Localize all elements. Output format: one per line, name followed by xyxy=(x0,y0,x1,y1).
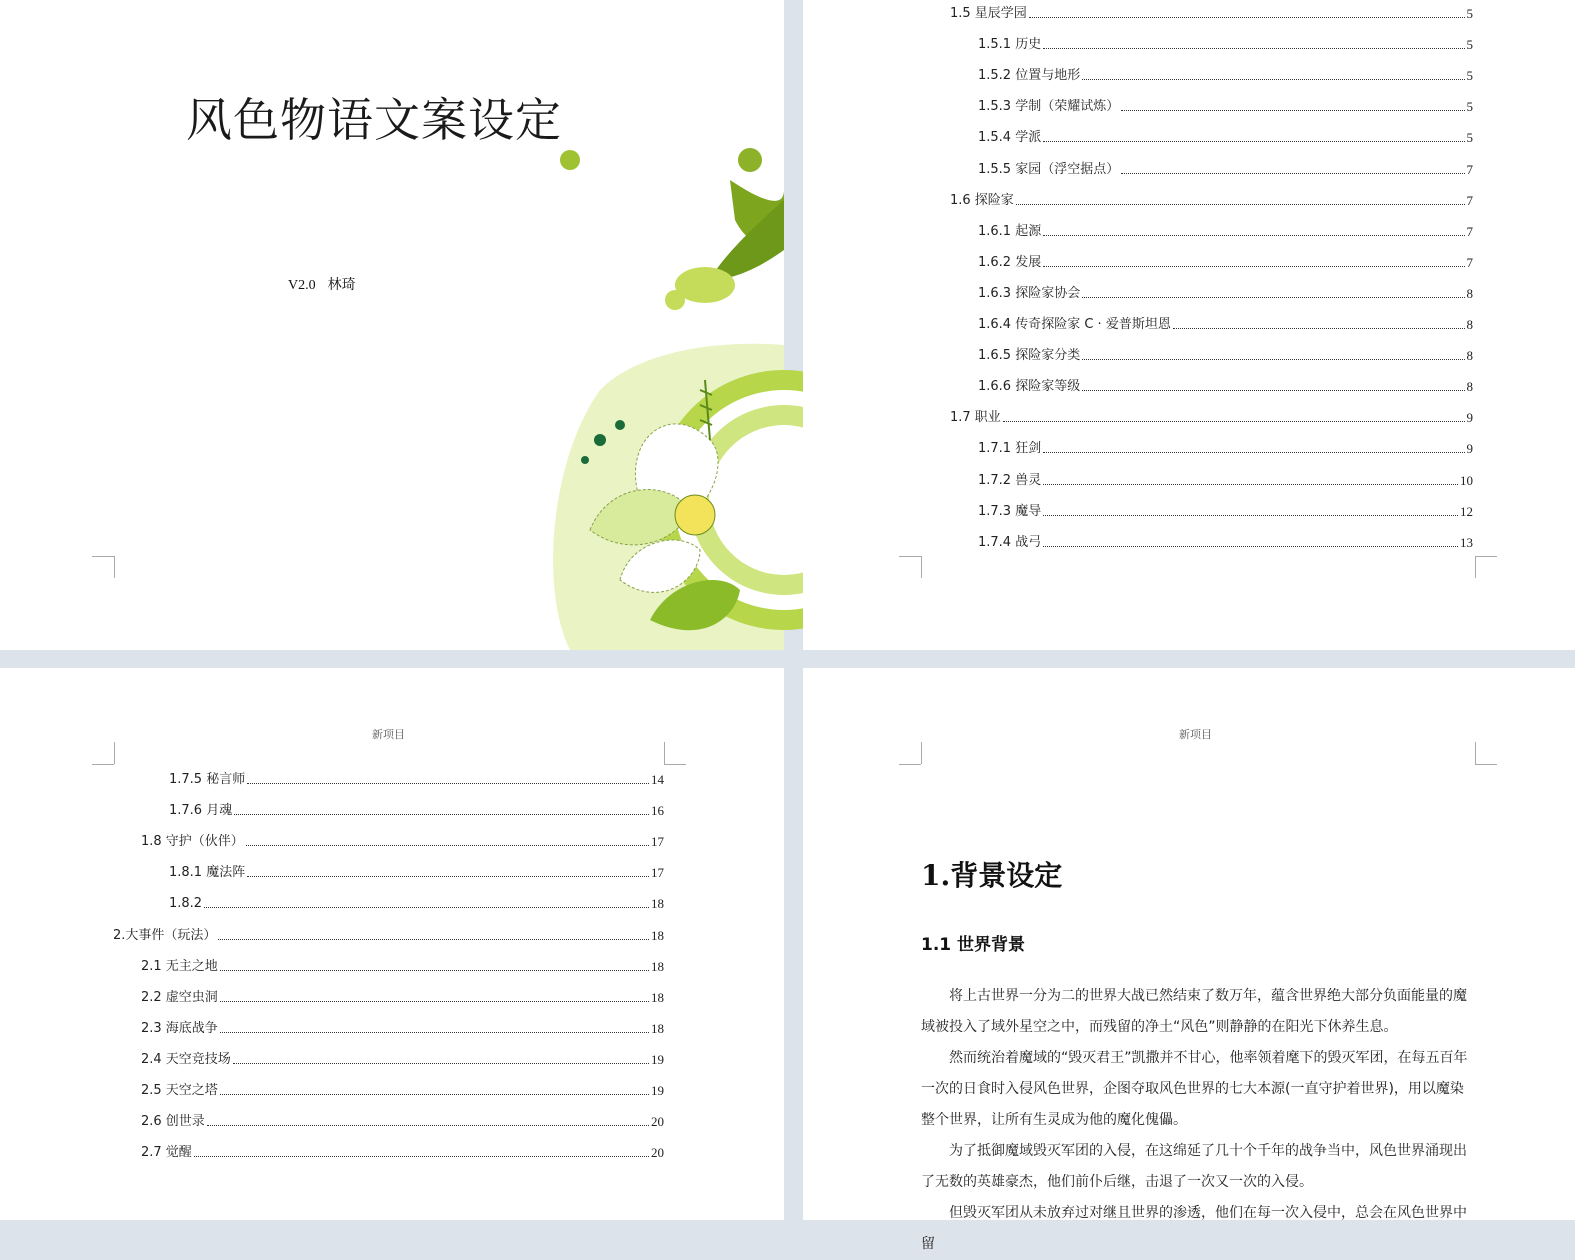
paragraph: 然而统治着魔域的“毁灭君王”凯撒并不甘心，他率领着麾下的毁灭军团，在每五百年一次的日食时入侵风色世界，企图夺取风色世界的七大本源(一直守护着世界)，用以魔染整个世界，让所有生灵成为他的魔化傀儡。 xyxy=(921,1050,1468,1128)
crop-mark xyxy=(1475,556,1476,578)
toc-page-number: 8 xyxy=(1466,379,1473,395)
paragraph: 为了抵御魔域毁灭军团的入侵，在这绵延了几十个千年的战争当中，风色世界涌现出了无数的英雄豪杰，他们前仆后继，击退了一次又一次的入侵。 xyxy=(921,1143,1467,1190)
toc-entry[interactable] xyxy=(141,959,664,975)
toc-entry[interactable] xyxy=(141,990,664,1006)
toc-page-number: 10 xyxy=(1460,472,1473,488)
toc-entry[interactable] xyxy=(978,255,1473,271)
toc-entry[interactable] xyxy=(978,473,1473,489)
toc-entry[interactable] xyxy=(978,37,1473,53)
paragraph: 但毁灭军团从未放弃过对继且世界的渗透，他们在每一次入侵中，总会在风色世界中留 xyxy=(921,1205,1467,1252)
toc-leader-dots xyxy=(1029,16,1465,18)
toc-page-number: 19 xyxy=(651,1083,664,1098)
toc-page-number: 19 xyxy=(651,1051,664,1067)
toc-page-number: 17 xyxy=(651,834,664,850)
toc-leader-dots xyxy=(220,1000,649,1002)
toc-page-number: 17 xyxy=(651,865,664,881)
toc-entry[interactable] xyxy=(978,286,1473,302)
page-header: 新项目 xyxy=(372,728,405,741)
toc-entry[interactable] xyxy=(978,379,1473,395)
toc-entry[interactable] xyxy=(978,224,1473,240)
toc-leader-dots xyxy=(1043,483,1458,485)
toc-page-number: 5 xyxy=(1466,130,1473,146)
toc-entry[interactable] xyxy=(950,6,1473,22)
toc-page-number: 5 xyxy=(1466,99,1473,115)
page-header: 新项目 xyxy=(1179,728,1212,741)
crop-mark xyxy=(1475,742,1476,764)
crop-mark xyxy=(1475,764,1497,765)
toc-page-number: 18 xyxy=(651,958,664,974)
toc-page-number: 7 xyxy=(1466,254,1473,270)
toc-entry-label: 1.7 职业 xyxy=(950,410,1001,426)
toc-leader-dots xyxy=(1016,203,1465,205)
toc-entry[interactable] xyxy=(141,1145,664,1161)
toc-entry[interactable] xyxy=(141,834,664,850)
crop-mark xyxy=(664,764,686,765)
toc-leader-dots xyxy=(247,782,649,784)
toc-entry-label: 1.7.3 魔导 xyxy=(978,503,1042,519)
toc-entry-label: 1.8.2 xyxy=(169,896,203,912)
toc-entry[interactable] xyxy=(141,1021,664,1037)
toc-entry-label: 1.6.4 传奇探险家 C · 爱普斯坦恩 xyxy=(978,317,1171,332)
toc-entry[interactable] xyxy=(169,896,664,912)
toc-leader-dots xyxy=(1082,296,1464,298)
toc-leader-dots xyxy=(194,1155,649,1157)
toc-entry[interactable] xyxy=(978,68,1473,84)
paragraph: 将上古世界一分为二的世界大战已然结束了数万年，蕴含世界绝大部分负面能量的魔域被投入了域外星空之中，而残留的净土“风色”则静静的在阳光下休养生息。 xyxy=(921,988,1467,1035)
toc-leader-dots xyxy=(1082,78,1464,80)
toc-page-number: 16 xyxy=(651,803,664,819)
chapter-page xyxy=(803,668,1575,1252)
toc-leader-dots xyxy=(204,906,649,908)
toc-entry[interactable] xyxy=(978,99,1473,115)
crop-mark xyxy=(899,556,921,557)
toc-entry-label: 2.7 觉醒 xyxy=(141,1145,192,1161)
toc-entry-label: 2.6 创世录 xyxy=(141,1114,205,1130)
toc-leader-dots xyxy=(220,1093,649,1095)
crop-mark xyxy=(92,764,114,765)
crop-mark xyxy=(1475,556,1497,557)
toc-page-number: 13 xyxy=(1460,534,1473,550)
toc-entry-label: 1.6.5 探险家分类 xyxy=(978,348,1081,364)
toc-entry-label: 2.4 天空竞技场 xyxy=(141,1051,231,1067)
toc-leader-dots xyxy=(246,844,649,846)
toc-leader-dots xyxy=(220,969,649,971)
toc-entry[interactable] xyxy=(113,928,664,944)
section-heading: 1.1 世界背景 xyxy=(921,935,1026,955)
toc-page-number: 9 xyxy=(1466,410,1473,426)
toc-page-number: 8 xyxy=(1466,348,1473,364)
toc-entry-label: 1.6.6 探险家等级 xyxy=(978,379,1081,395)
toc-entry-label: 1.5.2 位置与地形 xyxy=(978,68,1081,84)
toc-page-number: 5 xyxy=(1466,6,1473,21)
toc-entry[interactable] xyxy=(978,348,1473,364)
toc-entry-label: 1.7.6 月魂 xyxy=(169,803,233,819)
toc-page-number: 5 xyxy=(1466,68,1473,84)
toc-page-3 xyxy=(0,668,784,1220)
chapter-heading: 1.背景设定 xyxy=(921,859,1063,892)
toc-page-number: 20 xyxy=(651,1145,664,1161)
toc-page-number: 7 xyxy=(1466,192,1473,208)
toc-leader-dots xyxy=(1003,420,1465,422)
crop-mark xyxy=(899,764,921,765)
crop-mark xyxy=(114,742,115,764)
toc-page-number: 18 xyxy=(651,1020,664,1036)
toc-page-number: 9 xyxy=(1466,441,1473,457)
toc-page-number: 7 xyxy=(1466,161,1473,177)
cover-title: 风色物语文案设定 xyxy=(186,93,562,147)
toc-entry-label: 1.6.1 起源 xyxy=(978,223,1042,239)
toc-entry-label: 1.6.3 探险家协会 xyxy=(978,285,1081,301)
toc-leader-dots xyxy=(1043,451,1464,453)
toc-page-number: 18 xyxy=(651,989,664,1005)
toc-leader-dots xyxy=(218,938,649,940)
toc-entry-label: 1.5.4 学派 xyxy=(978,130,1042,146)
toc-leader-dots xyxy=(1043,514,1458,516)
toc-entry-label: 1.7.2 兽灵 xyxy=(978,472,1042,488)
toc-leader-dots xyxy=(1043,234,1464,236)
toc-page-number: 8 xyxy=(1466,285,1473,301)
toc-leader-dots xyxy=(1082,358,1464,360)
toc-leader-dots xyxy=(1173,327,1465,329)
crop-mark xyxy=(114,556,115,578)
toc-page-number: 20 xyxy=(651,1114,664,1130)
toc-leader-dots xyxy=(1121,109,1464,111)
toc-leader-dots xyxy=(1043,545,1458,547)
toc-leader-dots xyxy=(247,875,649,877)
toc-entry-label: 1.8 守护（伙伴） xyxy=(141,834,244,850)
toc-entry[interactable] xyxy=(978,162,1473,178)
toc-page-number: 18 xyxy=(651,896,664,912)
toc-entry[interactable] xyxy=(950,193,1473,209)
toc-entry-label: 2.2 虚空虫洞 xyxy=(141,989,218,1005)
toc-entry-label: 2.5 天空之塔 xyxy=(141,1083,218,1098)
toc-entry[interactable] xyxy=(141,1114,664,1130)
toc-leader-dots xyxy=(1043,265,1464,267)
toc-leader-dots xyxy=(1082,389,1464,391)
toc-entry[interactable] xyxy=(141,1083,664,1099)
toc-entry-label: 2.1 无主之地 xyxy=(141,958,218,974)
toc-entry[interactable] xyxy=(978,317,1473,333)
toc-leader-dots xyxy=(1043,140,1464,142)
toc-entry-label: 1.8.1 魔法阵 xyxy=(169,865,246,881)
crop-mark xyxy=(664,742,665,764)
floral-decoration-image xyxy=(530,140,784,650)
toc-entry-label: 1.7.5 秘言师 xyxy=(169,772,246,787)
toc-page-number: 8 xyxy=(1466,317,1473,332)
toc-page-number: 18 xyxy=(651,927,664,943)
toc-entry-label: 1.5 星辰学园 xyxy=(950,6,1027,21)
toc-page-number: 5 xyxy=(1466,37,1473,53)
toc-page-number: 14 xyxy=(651,772,664,787)
toc-leader-dots xyxy=(1043,47,1464,49)
toc-entry-label: 1.6.2 发展 xyxy=(978,254,1042,270)
toc-page-number: 12 xyxy=(1460,503,1473,519)
toc-leader-dots xyxy=(207,1124,649,1126)
toc-leader-dots xyxy=(234,813,649,815)
toc-entry[interactable] xyxy=(169,865,664,881)
toc-entry-label: 1.7.4 战弓 xyxy=(978,534,1042,550)
chapter-body xyxy=(921,981,1475,1260)
toc-entry[interactable] xyxy=(141,1052,664,1068)
author-name: 林琦 xyxy=(327,278,356,293)
crop-mark xyxy=(921,742,922,764)
toc-entry-label: 1.5.5 家园（浮空据点） xyxy=(978,161,1120,177)
crop-mark xyxy=(92,556,114,579)
crop-mark xyxy=(921,556,922,578)
toc-leader-dots xyxy=(1121,172,1464,174)
cover-version-line xyxy=(288,274,368,294)
version-label: V2.0 xyxy=(288,278,316,293)
toc-entry-label: 1.5.1 历史 xyxy=(978,37,1042,53)
toc-entry[interactable] xyxy=(978,504,1473,520)
toc-entry[interactable] xyxy=(978,535,1473,551)
toc-entry[interactable] xyxy=(978,130,1473,146)
toc-entry[interactable] xyxy=(978,441,1473,457)
toc-entry-label: 2.大事件（玩法） xyxy=(113,927,217,943)
toc-entry-label: 1.5.3 学制（荣耀试炼） xyxy=(978,99,1120,115)
cover-page xyxy=(0,0,784,650)
toc-leader-dots xyxy=(233,1062,649,1064)
toc-leader-dots xyxy=(220,1031,649,1033)
toc-page-number: 7 xyxy=(1466,223,1473,239)
toc-page-2 xyxy=(803,0,1575,650)
toc-entry-label: 1.7.1 狂剑 xyxy=(978,441,1042,457)
toc-entry-label: 1.6 探险家 xyxy=(950,192,1014,208)
toc-entry[interactable] xyxy=(169,772,664,788)
toc-entry[interactable] xyxy=(950,410,1473,426)
toc-entry[interactable] xyxy=(169,803,664,819)
toc-entry-label: 2.3 海底战争 xyxy=(141,1020,218,1036)
